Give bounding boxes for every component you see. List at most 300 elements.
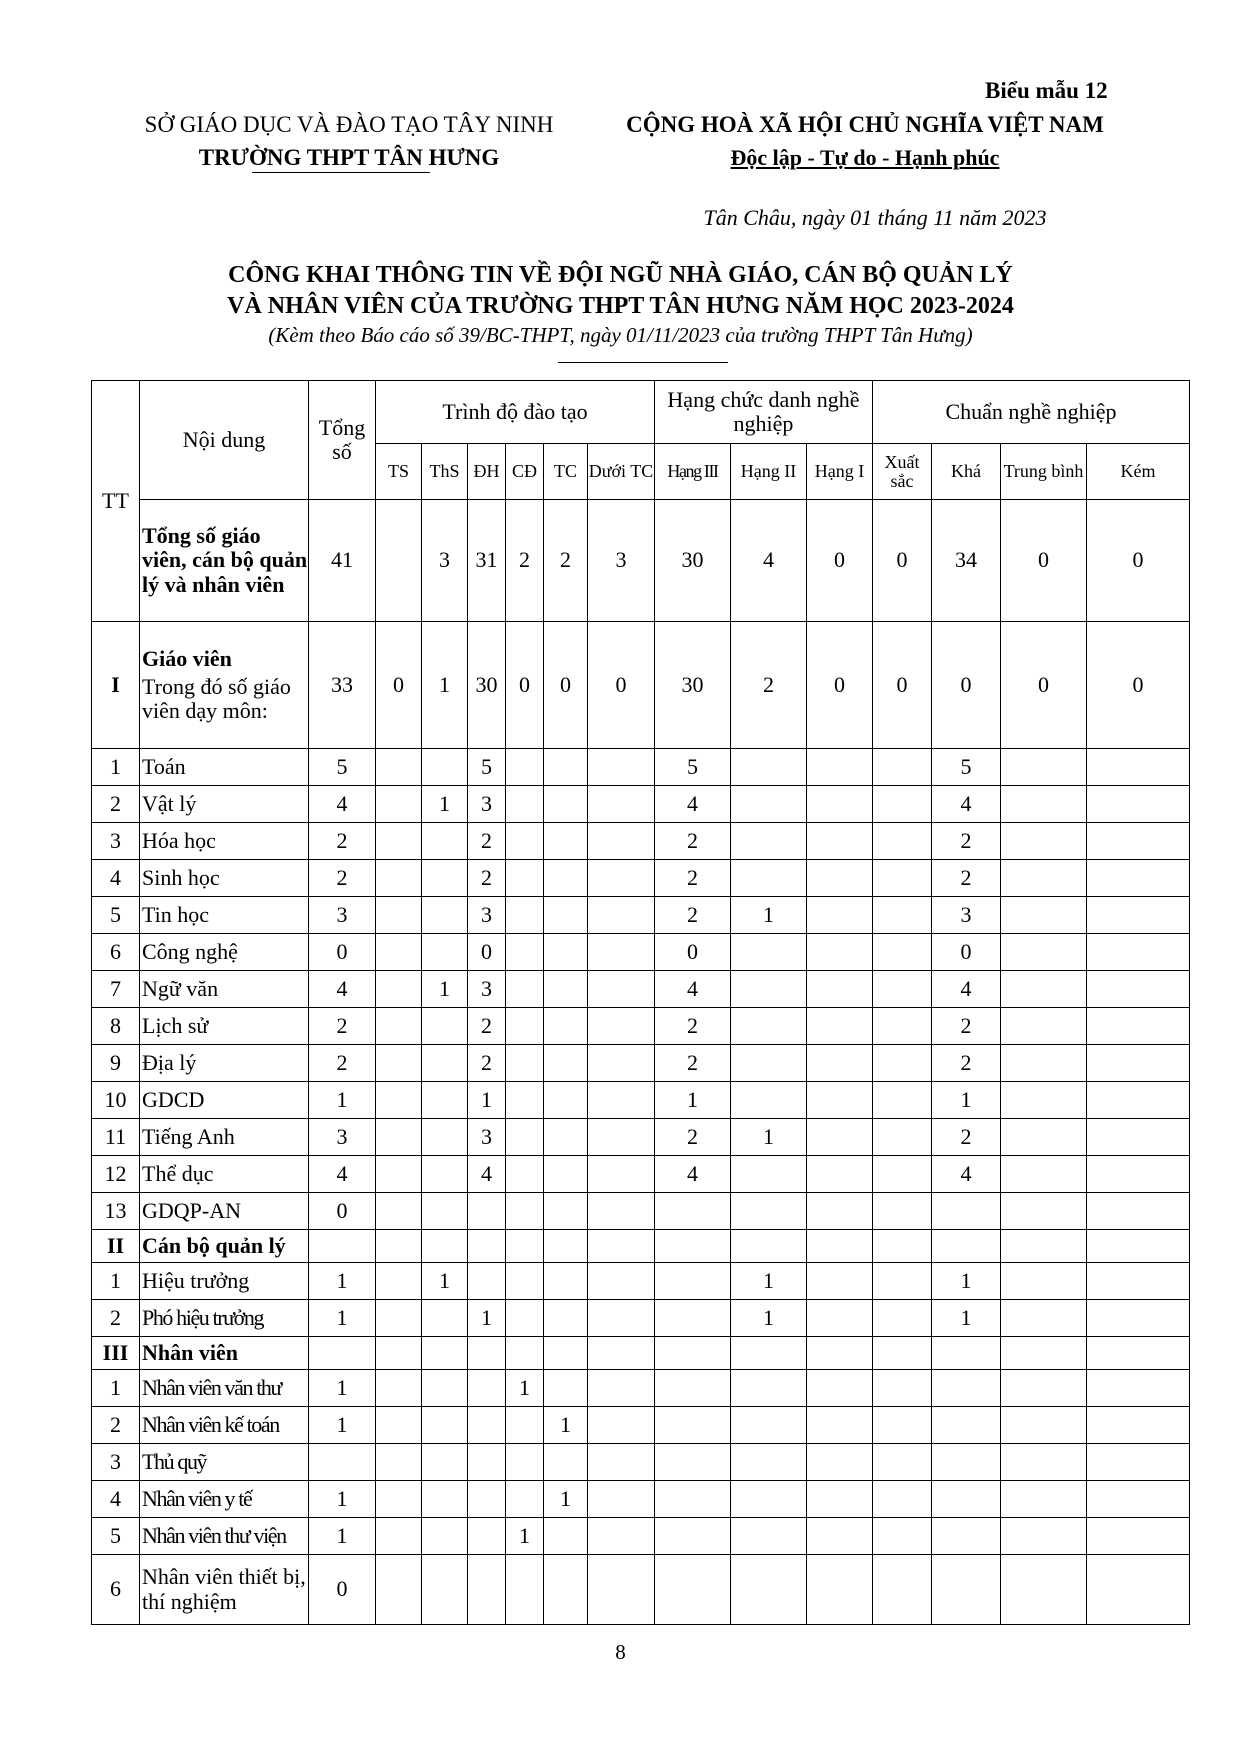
value-cell [807, 1045, 873, 1082]
row-number: 1 [92, 1263, 140, 1300]
value-cell: 1 [309, 1300, 376, 1337]
table-row [92, 971, 1190, 1008]
value-cell [506, 1045, 544, 1082]
value-cell: 1 [506, 1518, 544, 1555]
value-cell [873, 786, 932, 823]
value-cell [468, 1407, 506, 1444]
value-cell [376, 1008, 422, 1045]
value-cell: 1 [309, 1263, 376, 1300]
value-cell [1001, 749, 1087, 786]
header-duoi-tc: Dưới TC [588, 444, 655, 500]
value-cell [468, 1263, 506, 1300]
row-label: Địa lý [140, 1045, 309, 1082]
value-cell [731, 1230, 807, 1263]
header-xuat-sac: Xuất sắc [873, 444, 932, 500]
value-cell: 5 [655, 749, 731, 786]
value-cell: 2 [468, 1008, 506, 1045]
value-cell: 0 [932, 934, 1001, 971]
value-cell [376, 1082, 422, 1119]
value-cell [731, 860, 807, 897]
value-cell [588, 1555, 655, 1625]
national-motto: Độc lập - Tự do - Hạnh phúc [730, 145, 1000, 170]
value-cell [873, 897, 932, 934]
table-row [92, 860, 1190, 897]
value-cell [506, 1156, 544, 1193]
value-cell [588, 1008, 655, 1045]
value-cell [376, 786, 422, 823]
staff-table [91, 380, 1190, 1625]
table-row [92, 1193, 1190, 1230]
value-cell [873, 1518, 932, 1555]
value-cell [1001, 1370, 1087, 1407]
value-cell [588, 749, 655, 786]
value-cell [422, 1300, 468, 1337]
value-cell [422, 1337, 468, 1370]
value-cell [655, 1444, 731, 1481]
value-cell [1001, 1481, 1087, 1518]
value-cell: 0 [807, 500, 873, 622]
value-cell [544, 897, 588, 934]
value-cell [873, 1555, 932, 1625]
header-total: Tổng số [309, 381, 376, 500]
value-cell [376, 1119, 422, 1156]
value-cell [807, 1518, 873, 1555]
value-cell: 0 [873, 500, 932, 622]
value-cell [932, 1481, 1001, 1518]
table-row [92, 823, 1190, 860]
value-cell: 2 [655, 823, 731, 860]
value-cell [422, 1407, 468, 1444]
value-cell: 4 [932, 1156, 1001, 1193]
value-cell [468, 1481, 506, 1518]
value-cell [468, 1193, 506, 1230]
value-cell [506, 860, 544, 897]
value-cell [1087, 934, 1190, 971]
value-cell [422, 1119, 468, 1156]
value-cell [506, 1407, 544, 1444]
table-row [92, 1082, 1190, 1119]
value-cell [506, 1444, 544, 1481]
table-row [92, 1156, 1190, 1193]
row-label: Nhân viên y tế [140, 1481, 309, 1518]
value-cell [873, 1045, 932, 1082]
value-cell: 2 [468, 1045, 506, 1082]
row-number: 2 [92, 1300, 140, 1337]
value-cell [506, 1555, 544, 1625]
value-cell: 1 [932, 1082, 1001, 1119]
value-cell: 2 [932, 823, 1001, 860]
value-cell [506, 1230, 544, 1263]
value-cell: 1 [731, 897, 807, 934]
value-cell [588, 1045, 655, 1082]
value-cell [807, 1555, 873, 1625]
value-cell: 2 [544, 500, 588, 622]
value-cell [588, 1082, 655, 1119]
value-cell [1001, 1300, 1087, 1337]
header-hang-1: Hạng I [807, 444, 873, 500]
value-cell [544, 749, 588, 786]
summary-label: Tổng số giáo viên, cán bộ quản lý và nhân viên [140, 500, 309, 622]
value-cell [731, 1337, 807, 1370]
header-ts: TS [376, 444, 422, 500]
value-cell [1001, 1518, 1087, 1555]
value-cell: 2 [655, 897, 731, 934]
value-cell [506, 1263, 544, 1300]
value-cell [1001, 1119, 1087, 1156]
section-row [92, 1337, 1190, 1370]
value-cell [422, 1045, 468, 1082]
row-label: Thủ quỹ [140, 1444, 309, 1481]
value-cell: 1 [731, 1263, 807, 1300]
value-cell [588, 860, 655, 897]
value-cell [422, 1518, 468, 1555]
value-cell [376, 1263, 422, 1300]
value-cell [544, 1008, 588, 1045]
table-row [92, 1008, 1190, 1045]
value-cell [468, 1555, 506, 1625]
row-number: 12 [92, 1156, 140, 1193]
value-cell: 2 [655, 860, 731, 897]
value-cell [807, 1337, 873, 1370]
value-cell: 0 [807, 622, 873, 749]
value-cell [932, 1337, 1001, 1370]
section-title: Cán bộ quản lý [140, 1230, 309, 1263]
value-cell [1087, 1193, 1190, 1230]
value-cell [807, 786, 873, 823]
value-cell [1001, 934, 1087, 971]
row-number: 3 [92, 1444, 140, 1481]
header-dh: ĐH [468, 444, 506, 500]
form-number: Biểu mẫu 12 [985, 78, 1108, 103]
value-cell [588, 1518, 655, 1555]
value-cell: 2 [932, 1045, 1001, 1082]
row-label: Hóa học [140, 823, 309, 860]
value-cell [309, 1230, 376, 1263]
value-cell: 1 [422, 622, 468, 749]
nation-title: CỘNG HOÀ XÃ HỘI CHỦ NGHĨA VIỆT NAM [626, 112, 1104, 137]
value-cell [655, 1230, 731, 1263]
value-cell [468, 1370, 506, 1407]
value-cell [376, 897, 422, 934]
value-cell [807, 860, 873, 897]
value-cell [422, 1008, 468, 1045]
value-cell [422, 823, 468, 860]
value-cell: 1 [309, 1481, 376, 1518]
value-cell [807, 1156, 873, 1193]
row-label: Vật lý [140, 786, 309, 823]
row-label: Sinh học [140, 860, 309, 897]
value-cell: 34 [932, 500, 1001, 622]
value-cell [422, 934, 468, 971]
value-cell [544, 1300, 588, 1337]
row-number: 4 [92, 860, 140, 897]
value-cell: 1 [468, 1082, 506, 1119]
row-number: 5 [92, 1518, 140, 1555]
value-cell [873, 749, 932, 786]
value-cell [376, 1407, 422, 1444]
value-cell [376, 1045, 422, 1082]
value-cell [588, 1370, 655, 1407]
value-cell [1087, 1518, 1190, 1555]
row-number: 3 [92, 823, 140, 860]
value-cell: 1 [309, 1407, 376, 1444]
value-cell [376, 500, 422, 622]
document-date: Tân Châu, ngày 01 tháng 11 năm 2023 [703, 205, 1047, 230]
value-cell [873, 1300, 932, 1337]
value-cell [506, 749, 544, 786]
header-trung-binh: Trung bình [1001, 444, 1087, 500]
value-cell [731, 1008, 807, 1045]
value-cell [932, 1370, 1001, 1407]
value-cell: 4 [468, 1156, 506, 1193]
value-cell: 3 [422, 500, 468, 622]
header-tt: TT [92, 381, 140, 622]
value-cell [544, 1444, 588, 1481]
value-cell [506, 1193, 544, 1230]
value-cell: 3 [932, 897, 1001, 934]
value-cell [655, 1481, 731, 1518]
value-cell [468, 1444, 506, 1481]
value-cell [731, 1156, 807, 1193]
teachers-section-row [92, 622, 1190, 749]
value-cell [807, 1119, 873, 1156]
value-cell [1001, 1555, 1087, 1625]
department-name: SỞ GIÁO DỤC VÀ ĐÀO TẠO TÂY NINH [144, 112, 554, 137]
header-row-1 [92, 381, 1190, 444]
value-cell [422, 749, 468, 786]
value-cell [731, 971, 807, 1008]
value-cell [873, 1263, 932, 1300]
section-title: Giáo viên [142, 645, 232, 671]
value-cell: 2 [309, 1045, 376, 1082]
value-cell: 1 [309, 1082, 376, 1119]
document-title-line-2: VÀ NHÂN VIÊN CỦA TRƯỜNG THPT TÂN HƯNG NĂM HỌC 2023-2024 [227, 293, 1014, 319]
value-cell [655, 1407, 731, 1444]
value-cell [731, 749, 807, 786]
row-number: 6 [92, 934, 140, 971]
value-cell [544, 860, 588, 897]
value-cell [468, 1230, 506, 1263]
value-cell [376, 971, 422, 1008]
value-cell [807, 1193, 873, 1230]
value-cell [588, 786, 655, 823]
header-training: Trình độ đào tạo [376, 381, 655, 444]
row-label: Lịch sử [140, 1008, 309, 1045]
value-cell [731, 1444, 807, 1481]
value-cell: 1 [506, 1370, 544, 1407]
row-label: Thể dục [140, 1156, 309, 1193]
value-cell [807, 897, 873, 934]
value-cell [1087, 1045, 1190, 1082]
row-number: 9 [92, 1045, 140, 1082]
value-cell [731, 1555, 807, 1625]
table-row [92, 897, 1190, 934]
value-cell [588, 1230, 655, 1263]
value-cell [655, 1370, 731, 1407]
value-cell [544, 971, 588, 1008]
value-cell [655, 1263, 731, 1300]
value-cell [376, 1444, 422, 1481]
value-cell [731, 1082, 807, 1119]
value-cell [544, 823, 588, 860]
row-label: Nhân viên thư viện [140, 1518, 309, 1555]
section-number: III [92, 1337, 140, 1370]
table-row [92, 1045, 1190, 1082]
value-cell [468, 1337, 506, 1370]
value-cell: 0 [468, 934, 506, 971]
table-row [92, 1444, 1190, 1481]
row-label: GDQP-AN [140, 1193, 309, 1230]
value-cell [807, 934, 873, 971]
value-cell [932, 1444, 1001, 1481]
value-cell [544, 1045, 588, 1082]
value-cell [544, 1263, 588, 1300]
teachers-section-label [140, 622, 309, 749]
value-cell: 4 [731, 500, 807, 622]
value-cell [731, 1370, 807, 1407]
value-cell [1087, 1337, 1190, 1370]
value-cell: 1 [309, 1370, 376, 1407]
page-number: 8 [615, 1640, 626, 1664]
value-cell [506, 823, 544, 860]
value-cell [1087, 1300, 1190, 1337]
value-cell [731, 1518, 807, 1555]
document-title-line-1: CÔNG KHAI THÔNG TIN VỀ ĐỘI NGŨ NHÀ GIÁO, CÁN BỘ QUẢN LÝ [228, 262, 1013, 288]
value-cell: 2 [506, 500, 544, 622]
row-label: Nhân viên văn thư [140, 1370, 309, 1407]
header-tc: TC [544, 444, 588, 500]
header-rank: Hạng chức danh nghề nghiệp [655, 381, 873, 444]
row-number: 5 [92, 897, 140, 934]
value-cell [376, 860, 422, 897]
value-cell: 0 [376, 622, 422, 749]
header-hang-2: Hạng II [731, 444, 807, 500]
value-cell [588, 1119, 655, 1156]
value-cell [807, 971, 873, 1008]
row-label: Công nghệ [140, 934, 309, 971]
school-underline [252, 172, 430, 173]
value-cell [422, 1230, 468, 1263]
value-cell [422, 1156, 468, 1193]
table-row [92, 1263, 1190, 1300]
value-cell [873, 1156, 932, 1193]
value-cell [376, 1518, 422, 1555]
title-underline [558, 362, 728, 363]
value-cell: 3 [468, 971, 506, 1008]
section-number: I [92, 622, 140, 749]
value-cell [932, 1193, 1001, 1230]
row-number: 2 [92, 786, 140, 823]
value-cell [588, 897, 655, 934]
value-cell: 0 [873, 622, 932, 749]
value-cell [873, 1407, 932, 1444]
value-cell: 4 [655, 971, 731, 1008]
value-cell: 1 [655, 1082, 731, 1119]
value-cell [422, 1193, 468, 1230]
value-cell: 1 [422, 1263, 468, 1300]
row-number: 7 [92, 971, 140, 1008]
value-cell: 0 [932, 622, 1001, 749]
value-cell: 4 [655, 786, 731, 823]
header-content: Nội dung [140, 381, 309, 500]
row-number: 10 [92, 1082, 140, 1119]
value-cell [873, 971, 932, 1008]
value-cell [731, 823, 807, 860]
table-row [92, 934, 1190, 971]
header-ths: ThS [422, 444, 468, 500]
value-cell: 2 [932, 860, 1001, 897]
value-cell [807, 1263, 873, 1300]
value-cell [506, 971, 544, 1008]
value-cell: 5 [468, 749, 506, 786]
value-cell [731, 1045, 807, 1082]
value-cell [1087, 1370, 1190, 1407]
value-cell: 30 [655, 622, 731, 749]
value-cell [422, 897, 468, 934]
value-cell [873, 1082, 932, 1119]
value-cell: 4 [309, 786, 376, 823]
value-cell: 0 [588, 622, 655, 749]
value-cell [588, 823, 655, 860]
value-cell [544, 1337, 588, 1370]
header-kha: Khá [932, 444, 1001, 500]
value-cell: 0 [544, 622, 588, 749]
value-cell [422, 1444, 468, 1481]
value-cell: 4 [932, 786, 1001, 823]
value-cell [1087, 860, 1190, 897]
value-cell [1001, 1045, 1087, 1082]
value-cell [807, 1008, 873, 1045]
value-cell [544, 934, 588, 971]
section-title: Nhân viên [140, 1337, 309, 1370]
value-cell [932, 1518, 1001, 1555]
value-cell [807, 823, 873, 860]
value-cell: 0 [1087, 500, 1190, 622]
value-cell: 2 [655, 1119, 731, 1156]
header-hang-3: Hạng III [655, 444, 731, 500]
value-cell [873, 1193, 932, 1230]
value-cell [506, 1481, 544, 1518]
value-cell [588, 1407, 655, 1444]
value-cell [1087, 1008, 1190, 1045]
value-cell [1087, 897, 1190, 934]
value-cell: 1 [422, 971, 468, 1008]
value-cell: 0 [506, 622, 544, 749]
value-cell: 30 [468, 622, 506, 749]
value-cell [588, 1263, 655, 1300]
value-cell: 1 [731, 1300, 807, 1337]
value-cell: 2 [932, 1008, 1001, 1045]
row-number: 8 [92, 1008, 140, 1045]
value-cell: 1 [731, 1119, 807, 1156]
value-cell [588, 934, 655, 971]
value-cell [506, 1119, 544, 1156]
value-cell [544, 1230, 588, 1263]
value-cell [807, 749, 873, 786]
value-cell: 4 [309, 1156, 376, 1193]
value-cell [731, 934, 807, 971]
value-cell [873, 1008, 932, 1045]
value-cell [1001, 1407, 1087, 1444]
value-cell [1001, 1444, 1087, 1481]
value-cell [376, 1555, 422, 1625]
value-cell: 3 [468, 897, 506, 934]
value-cell [1087, 1263, 1190, 1300]
value-cell [588, 1444, 655, 1481]
section-number: II [92, 1230, 140, 1263]
value-cell [1001, 1156, 1087, 1193]
value-cell [873, 1481, 932, 1518]
